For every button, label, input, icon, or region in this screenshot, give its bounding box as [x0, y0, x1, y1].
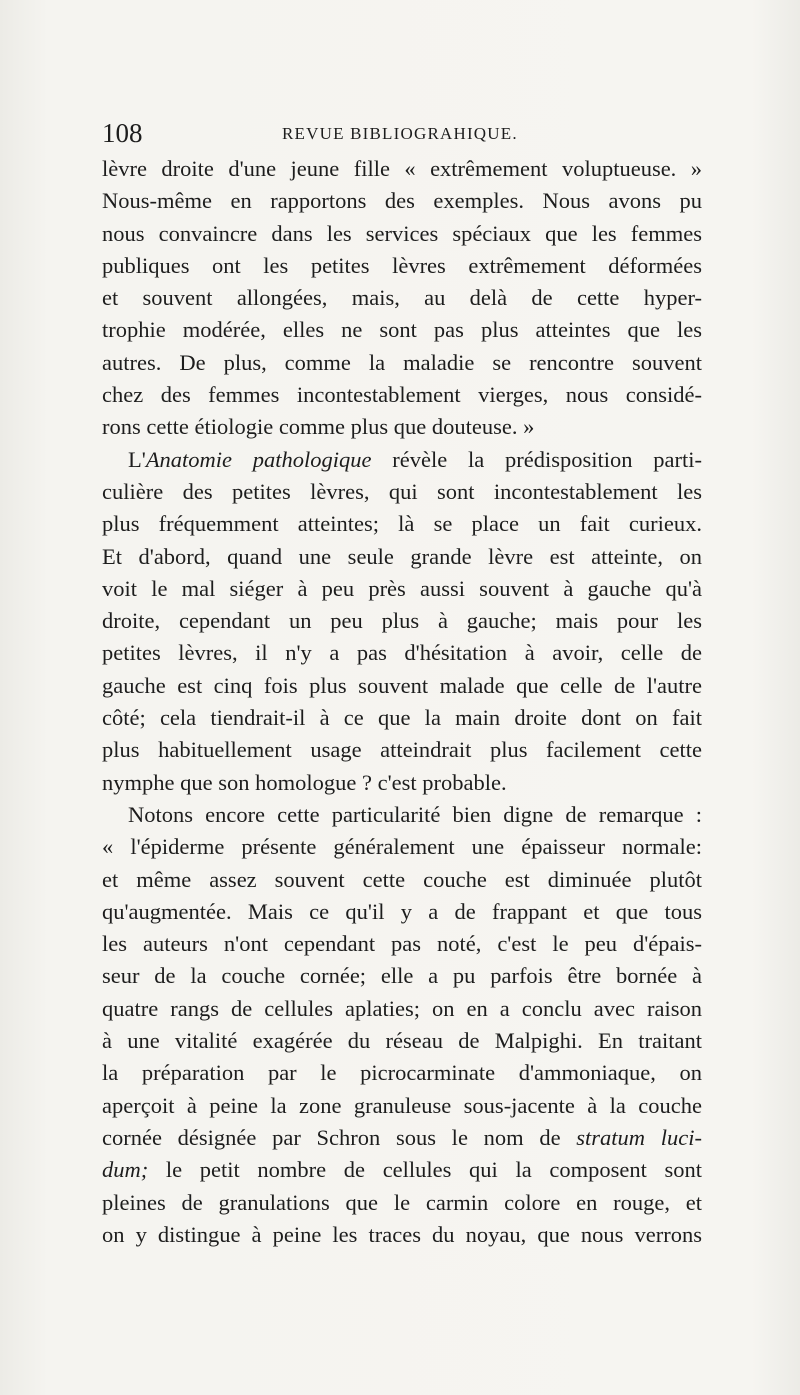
text-line: pleines de granulations que le carmin colore en rouge, et: [102, 1189, 702, 1215]
text-line: côté; cela tiendrait-il à ce que la main droite dont on fait: [102, 705, 702, 731]
page-header: [102, 118, 702, 148]
text-line: rons cette étiologie comme plus que douteuse. »: [102, 414, 535, 440]
text-line: plus fréquemment atteintes; là se place un fait curieux.: [102, 511, 702, 537]
text-line: qu'augmentée. Mais ce qu'il y a de frappant et que tous: [102, 898, 702, 924]
text-line: Nous-même en rapportons des exemples. Nous avons pu: [102, 188, 702, 214]
text-line: les auteurs n'ont cependant pas noté, c'est le peu d'épais-: [102, 931, 702, 957]
text-line: lèvre droite d'une jeune fille « extrêmement voluptueuse. »: [102, 156, 702, 181]
text-line: voit le mal siéger à peu près aussi souvent à gauche qu'à: [102, 575, 702, 601]
text-line: plus habituellement usage atteindrait plus facilement cette: [102, 737, 702, 763]
italic-term: dum;: [102, 1157, 149, 1183]
text-line: [102, 1154, 702, 1186]
text-line: seur de la couche cornée; elle a pu parfois être bornée à: [102, 963, 702, 989]
text-line: aperçoit à peine la zone granuleuse sous-jacente à la couche: [102, 1092, 702, 1118]
text-span: cornée désignée par Schron sous le nom de: [102, 1124, 577, 1150]
text-line: nymphe que son homologue ? c'est probable.: [102, 769, 507, 795]
text-line: gauche est cinq fois plus souvent malade que celle de l'autre: [102, 672, 702, 698]
text-line: [102, 444, 702, 476]
italic-term: stratum luci-: [576, 1124, 702, 1150]
text-line: publiques ont les petites lèvres extrêmement déformées: [102, 252, 702, 278]
text-line: droite, cependant un peu plus à gauche; mais pour les: [102, 608, 702, 634]
text-span: le petit nombre de cellules qui la composent sont: [148, 1157, 702, 1183]
text-line: à une vitalité exagérée du réseau de Malpighi. En traitant: [102, 1028, 702, 1054]
text-line: « l'épiderme présente généralement une épaisseur normale:: [102, 834, 702, 860]
running-head: REVUE BIBLIOGRAHIQUE.: [282, 124, 518, 143]
text-line: autres. De plus, comme la maladie se rencontre souvent: [102, 349, 702, 375]
text-span: révèle la prédisposition parti-: [371, 446, 702, 472]
text-line: quatre rangs de cellules aplaties; on en a conclu avec raison: [102, 995, 702, 1021]
body-text: [102, 153, 702, 1251]
page-number: 108: [102, 118, 143, 148]
text-line: on y distingue à peine les traces du noyau, que nous verrons: [102, 1221, 702, 1247]
text-line: chez des femmes incontestablement vierges, nous considé-: [102, 382, 702, 408]
text-line: Et d'abord, quand une seule grande lèvre est atteinte, on: [102, 543, 702, 569]
text-line: et souvent allongées, mais, au delà de cette hyper-: [102, 285, 702, 311]
text-line: culière des petites lèvres, qui sont incontestablement les: [102, 478, 702, 504]
text-line: [102, 1122, 702, 1154]
text-line: trophie modérée, elles ne sont pas plus atteintes que les: [102, 317, 702, 343]
italic-title: Anatomie pathologique: [145, 446, 372, 472]
text-line: nous convaincre dans les services spéciaux que les femmes: [102, 220, 702, 246]
text-line: Notons encore cette particularité bien digne de remarque :: [128, 801, 702, 827]
text-line: et même assez souvent cette couche est diminuée plutôt: [102, 866, 702, 892]
text-line: la préparation par le picrocarminate d'ammoniaque, on: [102, 1060, 702, 1086]
text-span: L': [128, 446, 146, 472]
text-line: petites lèvres, il n'y a pas d'hésitation à avoir, celle de: [102, 640, 702, 666]
